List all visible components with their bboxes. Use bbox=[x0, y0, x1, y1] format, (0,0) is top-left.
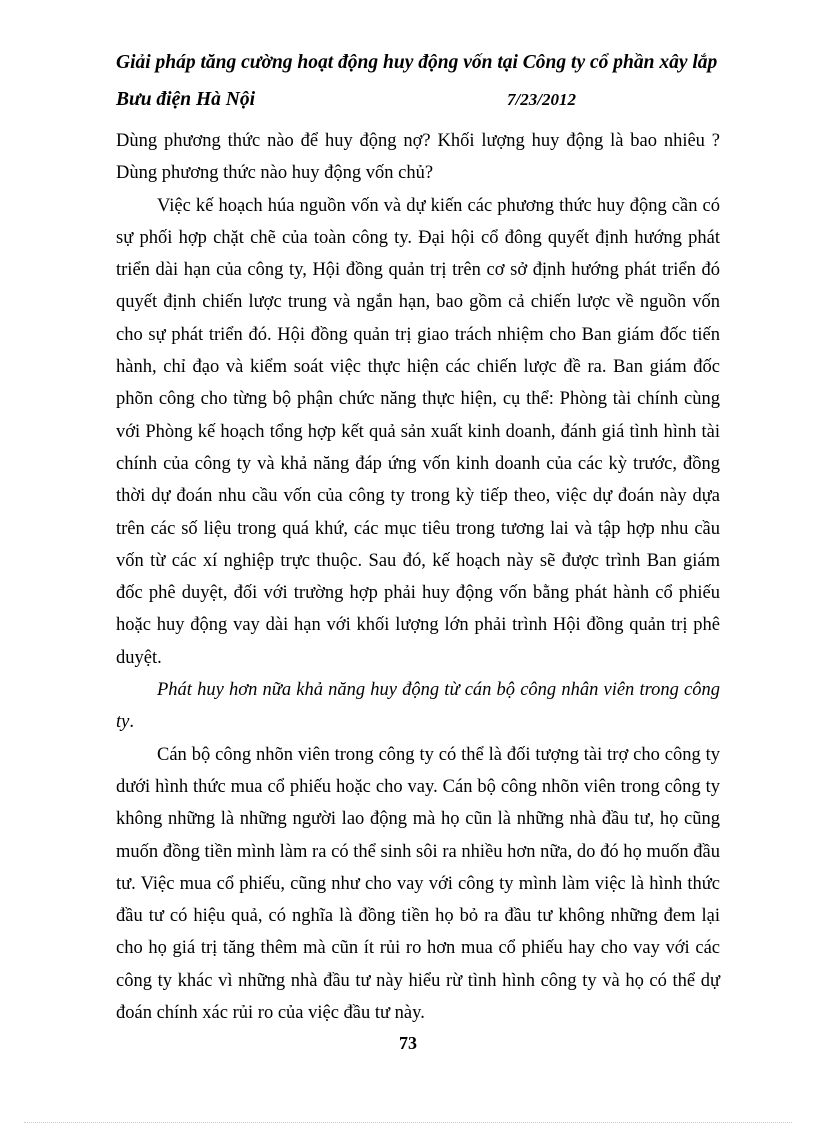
section-subheading bbox=[116, 674, 720, 739]
paragraph-employees: Cán bộ công nhõn viên trong công ty có thể là đối tượng tài trợ cho công ty dưới hình thức mua cổ phiếu hoặc cho vay. Cán bộ công nhõn viên trong công ty không những là những người lao động mà họ cũn là những nhà đầu tư, họ cũng muốn đồng tiền mình làm ra có thể sinh sôi ra nhiều hơn nữa, do đó họ muốn đầu tư. Việc mua cổ phiếu, cũng như cho vay với công ty mình làm việc là hình thức đầu tư có hiệu quả, có nghĩa là đồng tiền họ bỏ ra đầu tư không những đem lại cho họ giá trị tăng thêm mà cũn ít rủi ro hơn mua cổ phiếu hay cho vay với các công ty khác vì những nhà đầu tư này hiểu rừ tình hình công ty và họ có thể dự đoán chính xác rủi ro của việc đầu tư này. bbox=[116, 744, 720, 1024]
paragraph-planning: Việc kế hoạch húa nguồn vốn và dự kiến các phương thức huy động cần có sự phối hợp chặt chẽ của toàn công ty. Đại hội cổ đông quyết định hướng phát triển dài hạn của công ty, Hội đồng quản trị trên cơ sở định hướng phát triển đó quyết định chiến lược trung và ngắn hạn, bao gồm cả chiến lược về nguồn vốn cho sự phát triển đó. Hội đồng quản trị giao trách nhiệm cho Ban giám đốc tiến hành, chỉ đạo và kiểm soát việc thực hiện các chiến lược đề ra. Ban giám đốc phõn công cho từng bộ phận chức năng thực hiện, cụ thể: Phòng tài chính cùng với Phòng kế hoạch tổng hợp kết quả sản xuất kinh doanh, đánh giá tình hình tài chính của công ty và khả năng đáp ứng vốn kinh doanh của các kỳ trước, đồng thời dự đoán nhu cầu vốn của công ty trong kỳ tiếp theo, việc dự đoán này dựa trên các số liệu trong quá khứ, các mục tiêu trong tương lai và tập hợp nhu cầu vốn từ các xí nghiệp trực thuộc. Sau đó, kế hoạch này sẽ được trình Ban giám đốc phê duyệt, đối với trường hợp phải huy động vốn bằng phát hành cổ phiếu hoặc huy động vay dài hạn với khối lượng lớn phải trình Hội đồng quản trị phê duyệt. bbox=[116, 195, 720, 668]
paragraph-questions: Dùng phương thức nào để huy động nợ? Khối lượng huy động là bao nhiêu ? Dùng phương thức nào huy động vốn chủ? bbox=[116, 131, 720, 184]
header-date: 7/23/2012 bbox=[507, 90, 576, 109]
page-number: 73 bbox=[399, 1033, 417, 1053]
header-title-line1: Giải pháp tăng cường hoạt động huy động vốn tại Công ty cổ phần xây lắp bbox=[116, 52, 718, 73]
running-header-title bbox=[116, 44, 736, 118]
subheading-text: Phát huy hơn nữa khả năng huy động từ cán bộ công nhân viên trong công ty bbox=[116, 680, 720, 733]
subheading-period: . bbox=[129, 712, 134, 733]
body-text bbox=[116, 125, 720, 1029]
header-title-line2: Bưu điện Hà Nội bbox=[116, 89, 255, 110]
